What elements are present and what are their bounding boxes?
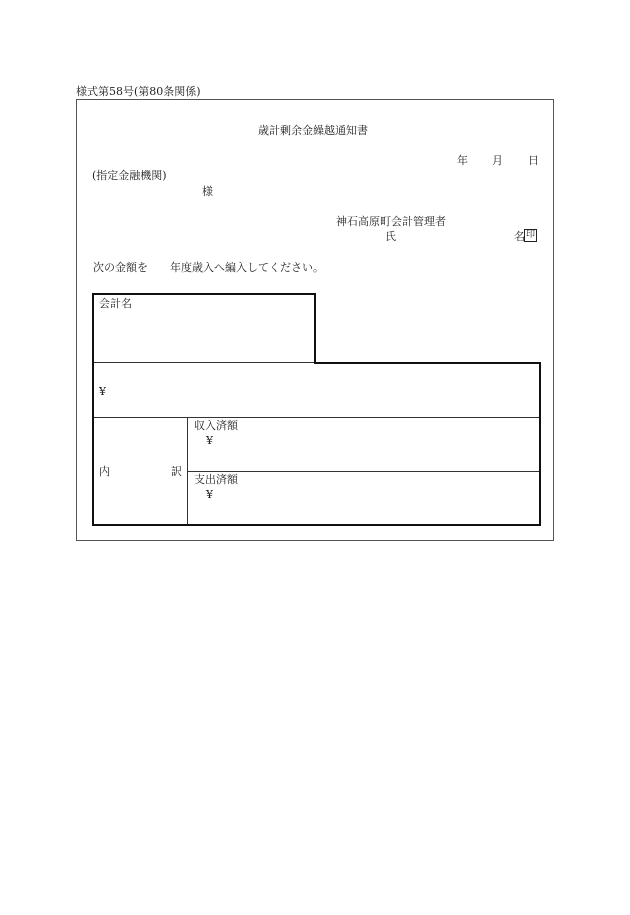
seal-stamp-icon: 印 bbox=[525, 230, 535, 240]
date-day-label: 日 bbox=[528, 154, 539, 167]
account-name-label: 会計名 bbox=[99, 297, 132, 310]
spent-amount-label: 支出済額 bbox=[194, 473, 238, 486]
spent-yen-symbol: ¥ bbox=[206, 488, 213, 501]
sender-surname-label: 氏 bbox=[385, 230, 396, 243]
received-yen-symbol: ¥ bbox=[206, 434, 213, 447]
sender-title: 神石高原町会計管理者 bbox=[336, 215, 446, 228]
breakdown-label-right: 訳 bbox=[171, 465, 182, 478]
date-month-label: 月 bbox=[492, 154, 503, 167]
amount-yen-symbol: ¥ bbox=[99, 385, 106, 398]
breakdown-label-left: 内 bbox=[99, 465, 110, 478]
sender-name-label: 名 bbox=[514, 230, 525, 243]
document-title: 歳計剰余金繰越通知書 bbox=[258, 124, 368, 137]
form-number-label: 様式第58号(第80条関係) bbox=[76, 85, 201, 98]
date-year-label: 年 bbox=[457, 154, 468, 167]
received-amount-label: 収入済額 bbox=[194, 419, 238, 432]
recipient-bank-label: (指定金融機関) bbox=[92, 169, 167, 182]
instruction-text: 次の金額を 年度歳入へ編入してください。 bbox=[93, 261, 324, 274]
recipient-honorific: 様 bbox=[202, 185, 213, 198]
